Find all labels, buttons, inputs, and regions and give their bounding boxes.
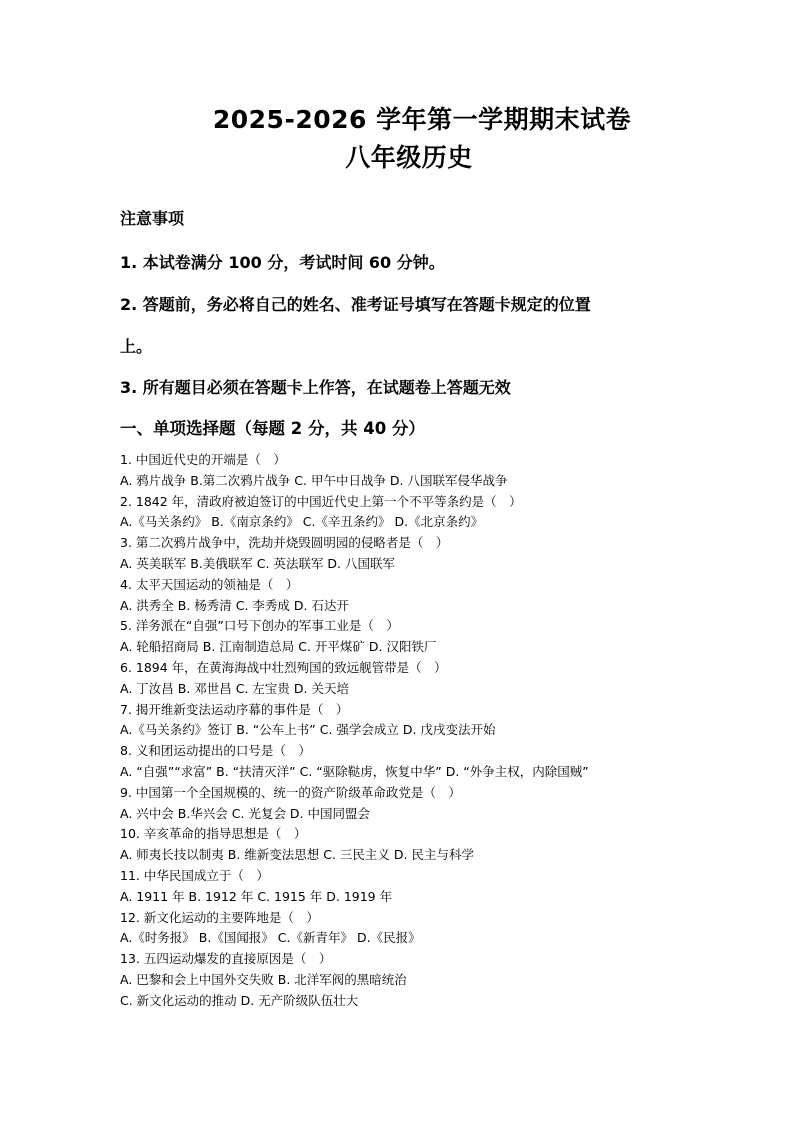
question-item	[120, 866, 720, 908]
question-item	[120, 700, 720, 742]
question-stem: 2. 1842 年，清政府被迫签订的中国近代史上第一个不平等条约是（ ）	[120, 493, 522, 509]
question-options: A.《马关条约》签订 B. “公车上书” C. 强学会成立 D. 戊戌变法开始	[120, 722, 496, 738]
question-options: A. 洪秀全 B. 杨秀清 C. 李秀成 D. 石达开	[120, 597, 349, 613]
question-item	[120, 575, 720, 617]
question-options: A. “自强”“求富” B. “扶清灭洋” C. “驱除鞑虏，恢复中华” D. “外争主权，内除国贼”	[120, 763, 589, 779]
question-item	[120, 658, 720, 700]
question-stem: 12. 新文化运动的主要阵地是（ ）	[120, 909, 319, 925]
question-stem: 11. 中华民国成立于（ ）	[120, 867, 269, 883]
question-item	[120, 533, 720, 575]
question-stem: 8. 义和团运动提出的口号是（ ）	[120, 743, 311, 759]
question-stem: 4. 太平天国运动的领袖是（ ）	[120, 576, 299, 592]
question-stem: 13. 五四运动爆发的直接原因是（ ）	[120, 951, 332, 967]
notice-item-1: 1. 本试卷满分 100 分，考试时间 60 分钟。	[120, 253, 445, 272]
question-stem: 3. 第二次鸦片战争中，洗劫并烧毁圆明园的侵略者是（ ）	[120, 535, 449, 551]
question-stem: 9. 中国第一个全国规模的、统一的资产阶级革命政党是（ ）	[120, 784, 461, 800]
question-stem: 7. 揭开维新变法运动序幕的事件是（ ）	[120, 701, 349, 717]
question-item	[120, 741, 720, 783]
question-stem: 10. 辛亥革命的指导思想是（ ）	[120, 826, 307, 842]
question-options: A. 丁汝昌 B. 邓世昌 C. 左宝贵 D. 关天培	[120, 680, 349, 696]
notice-item-2: 2. 答题前，务必将自己的姓名、准考证号填写在答题卡规定的位置	[120, 295, 591, 314]
notice-heading: 注意事项	[120, 209, 185, 228]
question-item	[120, 824, 720, 866]
section-title-single-choice: 一、单项选择题（每题 2 分，共 40 分）	[120, 419, 425, 438]
question-options: A. 师夷长技以制夷 B. 维新变法思想 C. 三民主义 D. 民主与科学	[120, 847, 474, 863]
question-item	[120, 450, 720, 492]
question-options: A. 鸦片战争 B.第二次鸦片战争 C. 甲午中日战争 D. 八国联军侵华战争	[120, 472, 508, 488]
question-stem: 1. 中国近代史的开端是（ ）	[120, 452, 286, 467]
question-stem: 5. 洋务派在“自强”口号下创办的军事工业是（ ）	[120, 618, 399, 634]
question-options: A. 巴黎和会上中国外交失败 B. 北洋军阀的黑暗统治	[120, 971, 407, 987]
question-item	[120, 616, 720, 658]
question-list	[120, 450, 720, 1012]
question-options: A. 英美联军 B.美俄联军 C. 英法联军 D. 八国联军	[120, 555, 395, 571]
question-item	[120, 949, 720, 1011]
question-options: A. 1911 年 B. 1912 年 C. 1915 年 D. 1919 年	[120, 888, 393, 904]
question-options: A.《马关条约》 B.《南京条约》 C.《辛丑条约》 D.《北京条约》	[120, 514, 484, 530]
question-options: A. 轮船招商局 B. 江南制造总局 C. 开平煤矿 D. 汉阳铁厂	[120, 639, 437, 655]
exam-title: 2025-2026 学年第一学期期末试卷	[212, 105, 632, 134]
question-item	[120, 783, 720, 825]
question-item	[120, 492, 720, 534]
question-item	[120, 908, 720, 950]
notice-item-2-continued: 上。	[120, 337, 153, 356]
exam-subject: 八年级历史	[345, 143, 473, 172]
question-stem: 6. 1894 年，在黄海海战中壮烈殉国的致远舰管带是（ ）	[120, 659, 447, 675]
question-options: A. 兴中会 B.华兴会 C. 光复会 D. 中国同盟会	[120, 805, 370, 821]
notice-item-3: 3. 所有题目必须在答题卡上作答，在试题卷上答题无效	[120, 378, 511, 397]
question-options: A.《时务报》 B.《国闻报》 C.《新青年》 D.《民报》	[120, 930, 421, 946]
question-options: C. 新文化运动的推动 D. 无产阶级队伍壮大	[120, 992, 359, 1008]
